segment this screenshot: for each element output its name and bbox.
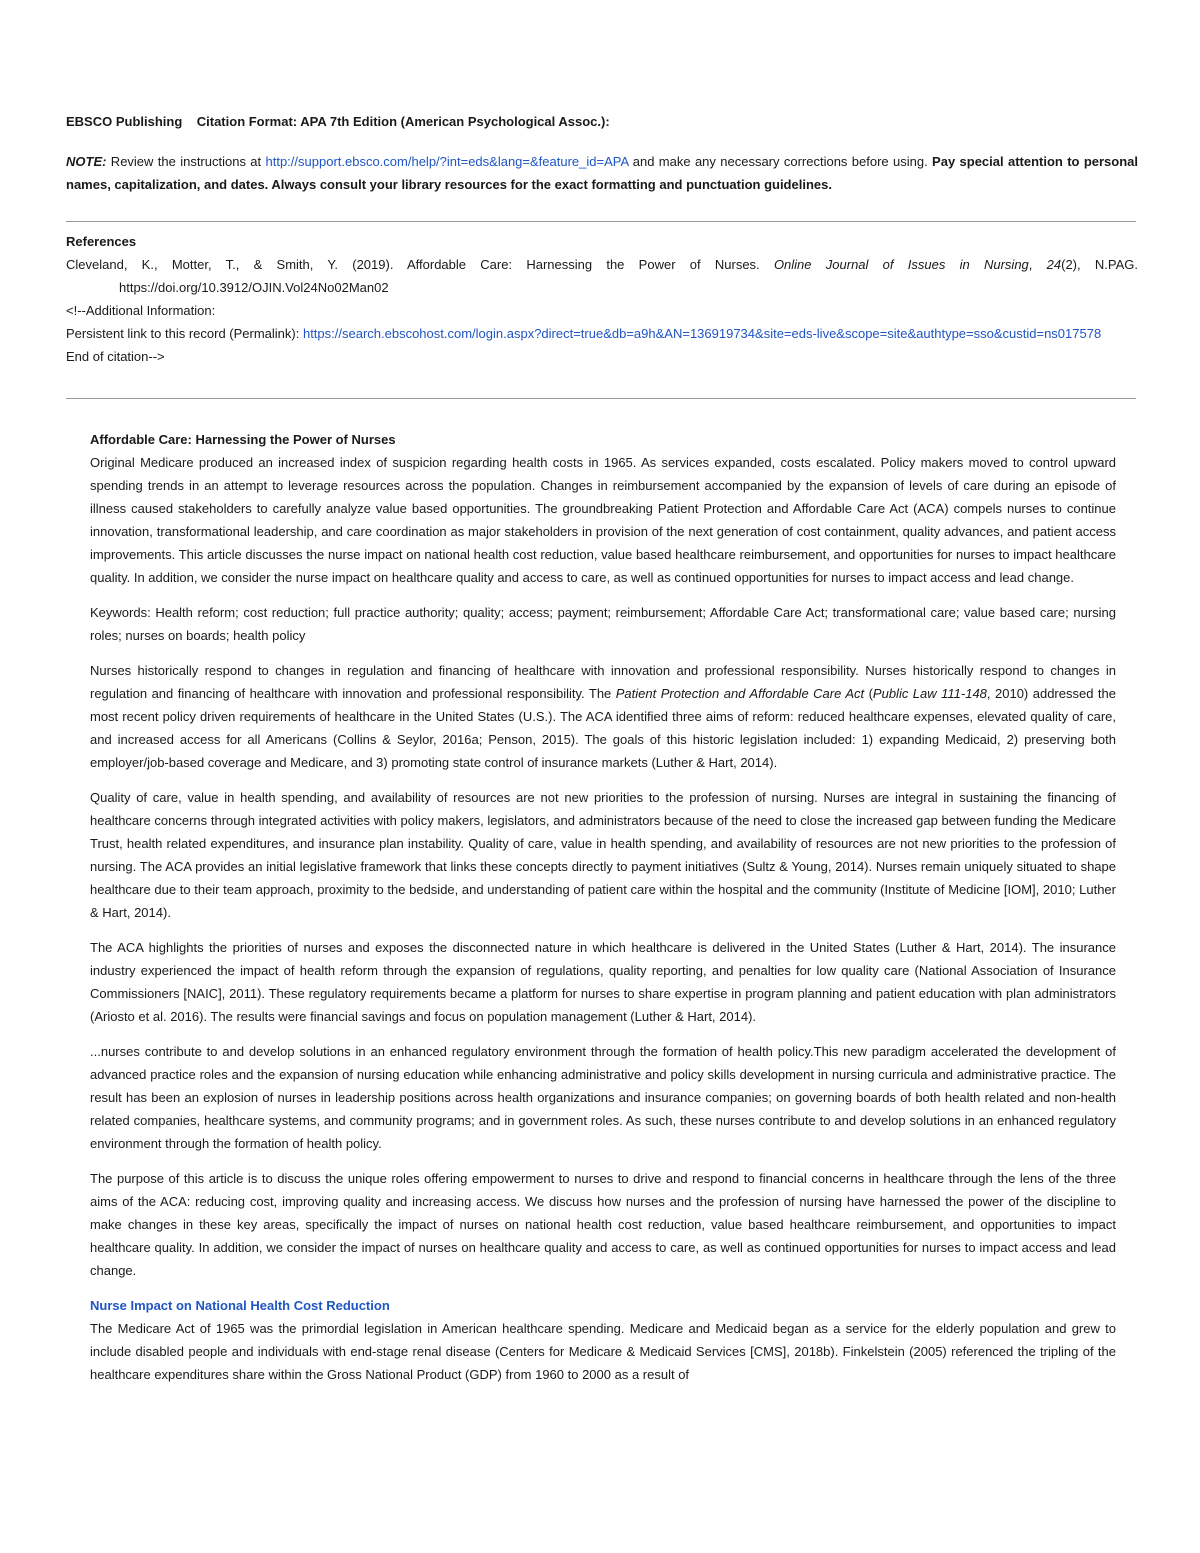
apa-help-link[interactable]: http://support.ebsco.com/help/?int=eds&lang=&feature_id=APA [265,154,629,169]
citation-format: Citation Format: APA 7th Edition (American Psychological Assoc.): [196,114,610,129]
references-block [66,230,1138,368]
article-body [90,428,1116,1398]
citation-note [66,150,1138,196]
p1-text-c: , 2010) addressed the most recent policy driven requirements of healthcare in the United States (U.S.). The ACA identified three aims of reform: reduced healthcare expenses, elevated quality of care, and increased access for all Americans (Collins & Seylor, 2016a; Penson, 2015). The goals of this historic legislation included: 1) expanding Medicaid, 2) preserving both employer/job-based coverage and Medicare, and 3) promoting state control of insurance markets (Luther & Hart, 2014). [90,686,1116,770]
p1-italic-law: Public Law 111-148 [872,686,987,701]
body-paragraph-3: The ACA highlights the priorities of nurses and exposes the disconnected nature in which healthcare is delivered in the United States (Luther & Hart, 2014). The insurance industry experienced the impact of health reform through the expansion of regulations, quality reporting, and penalties for low quality care (National Association of Insurance Commissioners [NAIC], 2011). These regulatory requirements became a platform for nurses to share expertise in program planning and patient education with plan administrators (Ariosto et al. 2016). The results were financial savings and focus on population management (Luther & Hart, 2014). [90,940,1116,1024]
reference-entry [66,253,1138,299]
end-citation: End of citation--> [66,349,165,364]
note-emphasis: Pay special attention to personal names, capitalization, and dates. Always consult your library resources for the exact formatting and punctuation guidelines. [66,154,1138,192]
article-title: Affordable Care: Harnessing the Power of Nurses [90,432,396,447]
permalink-label: Persistent link to this record (Permalink): [66,326,303,341]
reference-main: Cleveland, K., Motter, T., & Smith, Y. (2019). Affordable Care: Harnessing the Power of Nurses. [66,257,774,272]
reference-sep: , [1028,257,1047,272]
note-text-2: and make any necessary corrections before using. [628,154,933,169]
reference-journal: Online Journal of Issues in Nursing [773,257,1029,272]
body-paragraph-6: The Medicare Act of 1965 was the primordial legislation in American healthcare spending. Medicare and Medicaid began as a service for the elderly population and grew to include disabled people and individuals with end-stage renal disease (Centers for Medicare & Medicaid Services [CMS], 2018b). Finkelstein (2005) referenced the tripling of the healthcare expenditures share within the Gross National Product (GDP) from 1960 to 2000 as a result of [90,1321,1116,1382]
keywords-paragraph: Keywords: Health reform; cost reduction; full practice authority; quality; access; payment; reimbursement; Affordable Care Act; transformational care; value based care; nursing roles; nurses on boards; health policy [90,605,1116,643]
reference-rest: (2), N.PAG. https://doi.org/10.3912/OJIN.Vol24No02Man02 [119,257,1138,295]
additional-info: <!--Additional Information: [66,303,216,318]
abstract-paragraph: Original Medicare produced an increased index of suspicion regarding health costs in 1965. As services expanded, costs escalated. Policy makers moved to control upward spending trends in an attempt to leverage resources across the population. Changes in reimbursement accompanied by the expansion of levels of care during an episode of illness caused stakeholders to carefully analyze value based opportunities. The groundbreaking Patient Protection and Affordable Care Act (ACA) compels nurses to continue innovation, transformational leadership, and care coordination as major stakeholders in provision of the next generation of cost containment, quality advances, and patient access improvements. This article discusses the nurse impact on national health cost reduction, value based healthcare reimbursement, and opportunities for nurses to impact healthcare quality. In addition, we consider the nurse impact on healthcare quality and access to care, as well as continued opportunities for nurses to impact access and lead change. [90,455,1116,585]
note-label: NOTE: [66,154,107,169]
p1-italic-act: Patient Protection and Affordable Care Act [615,686,865,701]
publisher-name: EBSCO Publishing [66,114,183,129]
p1-text-a: Nurses historically respond to changes in regulation and financing of healthcare with innovation and professional responsibility. Nurses historically respond to changes in regulation and financing of healthcare with innovation and professional responsibility. The [90,663,1116,701]
references-heading: References [66,234,137,249]
body-paragraph-4: ...nurses contribute to and develop solutions in an enhanced regulatory environment through the formation of health policy.This new paradigm accelerated the development of advanced practice roles and the expansion of nursing education while enhancing administrative and policy skills development in nursing curricula and administrative practice. The result has been an explosion of nurses in leadership positions across health organizations and insurance companies; on governing boards of both health related and non-health related companies, healthcare systems, and community programs; and in government roles. As such, these nurses contribute to and develop solutions in an enhanced regulatory environment through the formation of health policy. [90,1044,1116,1151]
body-paragraph-5: The purpose of this article is to discuss the unique roles offering empowerment to nurses to drive and respond to financial concerns in healthcare through the lens of the three aims of the ACA: reducing cost, improving quality and increasing access. We discuss how nurses and the profession of nursing have harnessed the power of the discipline to make changes in these key areas, specifically the impact of nurses on national health cost reduction, value based healthcare reimbursement, and opportunities to impact healthcare quality. In addition, we consider the impact of nurses on healthcare quality and access to care, as well as continued opportunities for nurses to impact access and lead change. [90,1171,1116,1278]
body-paragraph-1 [90,659,1116,774]
divider-bottom [66,398,1136,399]
reference-volume: 24 [1046,257,1062,272]
section-heading: Nurse Impact on National Health Cost Reduction [90,1298,390,1313]
permalink-link[interactable]: https://search.ebscohost.com/login.aspx?direct=true&db=a9h&AN=136919734&site=eds-live&scope=site&authtype=sso&custid=ns017578 [302,326,1102,341]
permalink-line [66,322,1138,345]
citation-header [66,110,1136,133]
divider-top [66,221,1136,222]
note-text-1: Review the instructions at [106,154,266,169]
p1-text-b: ( [864,686,873,701]
body-paragraph-2: Quality of care, value in health spending, and availability of resources are not new priorities to the profession of nursing. Nurses are integral in sustaining the financing of healthcare concerns through integrated activities with policy makers, legislators, and administrators because of the need to close the increased gap between funding the Medicare Trust, health related expenditures, and insurance plan instability. Quality of care, value in health spending, and availability of resources are not new priorities to the profession of nursing. The ACA provides an initial legislative framework that links these concepts directly to payment initiatives (Sultz & Young, 2014). Nurses remain uniquely situated to shape healthcare due to their team approach, proximity to the bedside, and understanding of patient care within the hospital and the community (Institute of Medicine [IOM], 2010; Luther & Hart, 2014). [90,790,1116,920]
